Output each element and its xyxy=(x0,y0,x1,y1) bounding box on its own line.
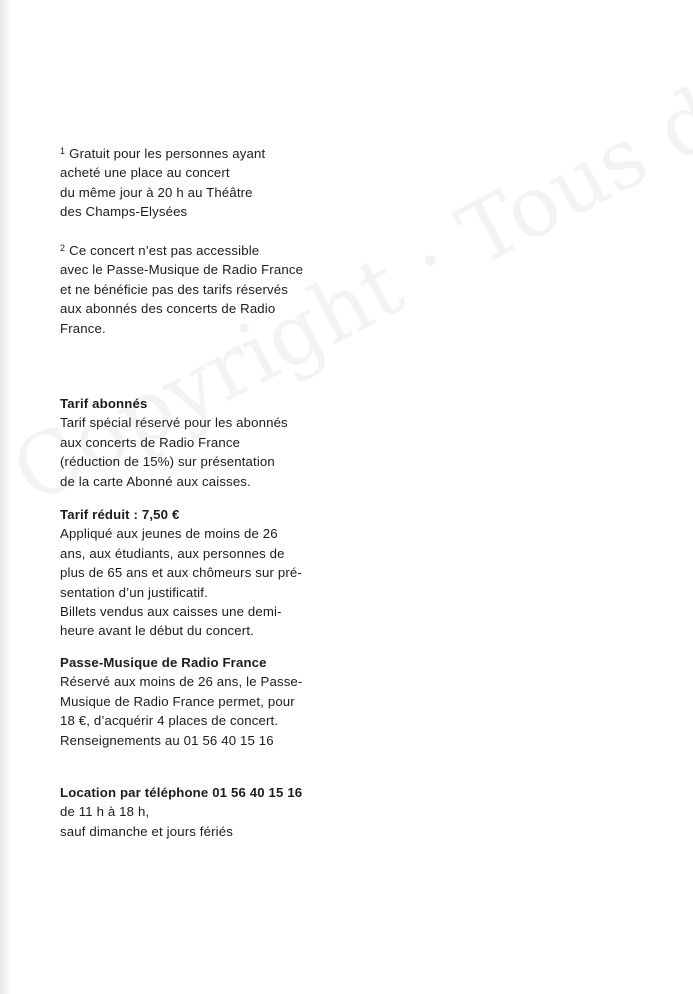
footnote-2-line: avec le Passe-Musique de Radio France xyxy=(60,262,304,278)
footnote-1-marker: 1 xyxy=(60,146,66,156)
footnote-1 xyxy=(60,142,350,222)
location-heading: Location par téléphone 01 56 40 15 16 xyxy=(60,785,303,800)
footnote-2-line xyxy=(60,239,350,260)
tarif-reduit-line: plus de 65 ans et aux chômeurs sur pré- xyxy=(60,565,302,581)
passe-musique-line: Réservé aux moins de 26 ans, le Passe- xyxy=(60,674,303,690)
tarif-reduit-section xyxy=(60,505,350,641)
footnote-2-line: et ne bénéficie pas des tarifs réservés xyxy=(60,281,288,297)
tarif-abonnes-line: de la carte Abonné aux caisses. xyxy=(60,473,251,489)
tarif-abonnes-line: aux concerts de Radio France xyxy=(60,434,241,450)
footnote-1-line: du même jour à 20 h au Théâtre xyxy=(60,184,253,200)
footnote-2 xyxy=(60,239,350,338)
passe-musique-line: 18 €, d’acquérir 4 places de concert. xyxy=(60,713,279,729)
footnote-1-line: des Champs-Elysées xyxy=(60,204,188,220)
footnote-2-line: France. xyxy=(60,320,106,336)
passe-musique-section xyxy=(60,653,350,750)
tarif-abonnes-section xyxy=(60,394,350,491)
tarif-abonnes-line: Tarif spécial réservé pour les abonnés xyxy=(60,415,288,431)
scan-left-edge-shadow xyxy=(0,0,12,994)
footnote-1-line xyxy=(60,142,350,163)
footnote-2-line: aux abonnés des concerts de Radio xyxy=(60,301,276,317)
passe-musique-heading: Passe-Musique de Radio France xyxy=(60,655,267,670)
footnote-1-text: Gratuit pour les personnes ayant xyxy=(69,146,266,161)
passe-musique-line: Musique de Radio France permet, pour xyxy=(60,693,295,709)
tarif-abonnes-heading: Tarif abonnés xyxy=(60,396,148,411)
footnote-2-marker: 2 xyxy=(60,243,66,253)
tarif-reduit-line: Billets vendus aux caisses une demi- xyxy=(60,604,282,620)
footnote-1-line: acheté une place au concert xyxy=(60,165,230,181)
location-line: de 11 h à 18 h, xyxy=(60,804,150,820)
tarif-reduit-line: heure avant le début du concert. xyxy=(60,623,254,639)
tarif-reduit-heading: Tarif réduit : 7,50 € xyxy=(60,507,180,522)
location-line: sauf dimanche et jours fériés xyxy=(60,823,233,839)
location-section xyxy=(60,783,350,841)
passe-musique-line: Renseignements au 01 56 40 15 16 xyxy=(60,732,274,748)
tarif-reduit-line: sentation d’un justificatif. xyxy=(60,584,208,600)
tarif-reduit-line: Appliqué aux jeunes de moins de 26 xyxy=(60,526,278,542)
footnote-2-text: Ce concert n’est pas accessible xyxy=(69,243,260,258)
tarif-abonnes-line: (réduction de 15%) sur présentation xyxy=(60,454,275,470)
tarif-reduit-line: ans, aux étudiants, aux personnes de xyxy=(60,545,285,561)
